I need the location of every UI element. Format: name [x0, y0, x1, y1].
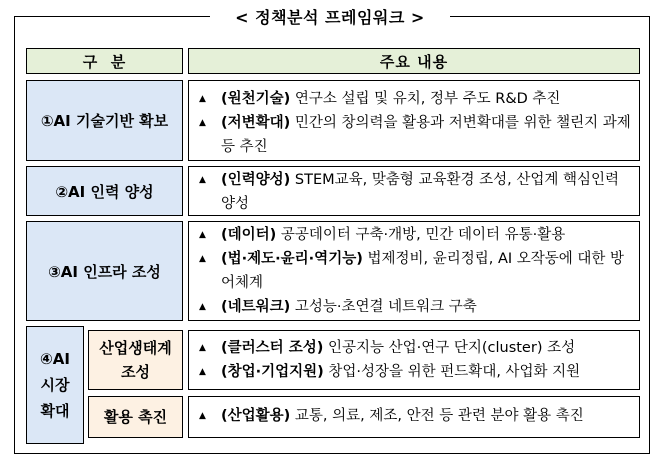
row-content-tech [188, 80, 640, 161]
triangle-bullet-icon: ▲ [199, 230, 206, 240]
row-content-ecosystem [188, 330, 640, 390]
row-label-infra: ③AI 인프라 조성 [26, 221, 183, 321]
list-item: ▲ (인력양성) STEM교육, 맞춤형 교육환경 조성, 산업계 핵심인력 양성 [199, 168, 633, 216]
triangle-bullet-icon: ▲ [199, 367, 206, 377]
row-content-adoption [188, 396, 640, 438]
row-label-talent: ②AI 인력 양성 [26, 166, 183, 216]
triangle-bullet-icon: ▲ [199, 343, 206, 353]
header-category: 구 분 [26, 48, 183, 74]
triangle-bullet-icon: ▲ [199, 254, 206, 264]
list-item: ▲ (클러스터 조성) 인공지능 산업·연구 단지(cluster) 조성 [199, 336, 633, 360]
row-content-infra [188, 221, 640, 321]
list-item: ▲ (원천기술) 연구소 설립 및 유치, 정부 주도 R&D 추진 [199, 87, 633, 111]
row-content-talent [188, 166, 640, 216]
list-item: ▲ (법·제도·윤리·역기능) 법제정비, 윤리정립, AI 오작동에 대한 방어체계 [199, 247, 633, 295]
triangle-bullet-icon: ▲ [199, 411, 206, 421]
list-item: ▲ (데이터) 공공데이터 구축·개방, 민간 데이터 유통·활용 [199, 223, 633, 247]
sub-label-ecosystem: 산업생태계 조성 [88, 330, 183, 390]
list-item: ▲ (창업·기업지원) 창업·성장을 위한 펀드확대, 사업화 지원 [199, 360, 633, 384]
triangle-bullet-icon: ▲ [199, 175, 206, 185]
list-item: ▲ (산업활용) 교통, 의료, 제조, 안전 등 관련 분야 활용 촉진 [199, 404, 633, 428]
sub-label-adoption: 활용 촉진 [88, 396, 183, 438]
header-content: 주요 내용 [188, 48, 640, 74]
list-item: ▲ (저변확대) 민간의 창의력을 활용과 저변확대를 위한 챌린지 과제 등 추진 [199, 111, 633, 159]
triangle-bullet-icon: ▲ [199, 118, 206, 128]
row-label-market: ④AI 시장 확대 [26, 326, 84, 444]
triangle-bullet-icon: ▲ [199, 302, 206, 312]
list-item: ▲ (네트워크) 고성능·초연결 네트워크 구축 [199, 295, 633, 319]
page-title: < 정책분석 프레임워크 > [210, 6, 450, 30]
row-label-tech: ①AI 기술기반 확보 [26, 80, 183, 161]
triangle-bullet-icon: ▲ [199, 94, 206, 104]
